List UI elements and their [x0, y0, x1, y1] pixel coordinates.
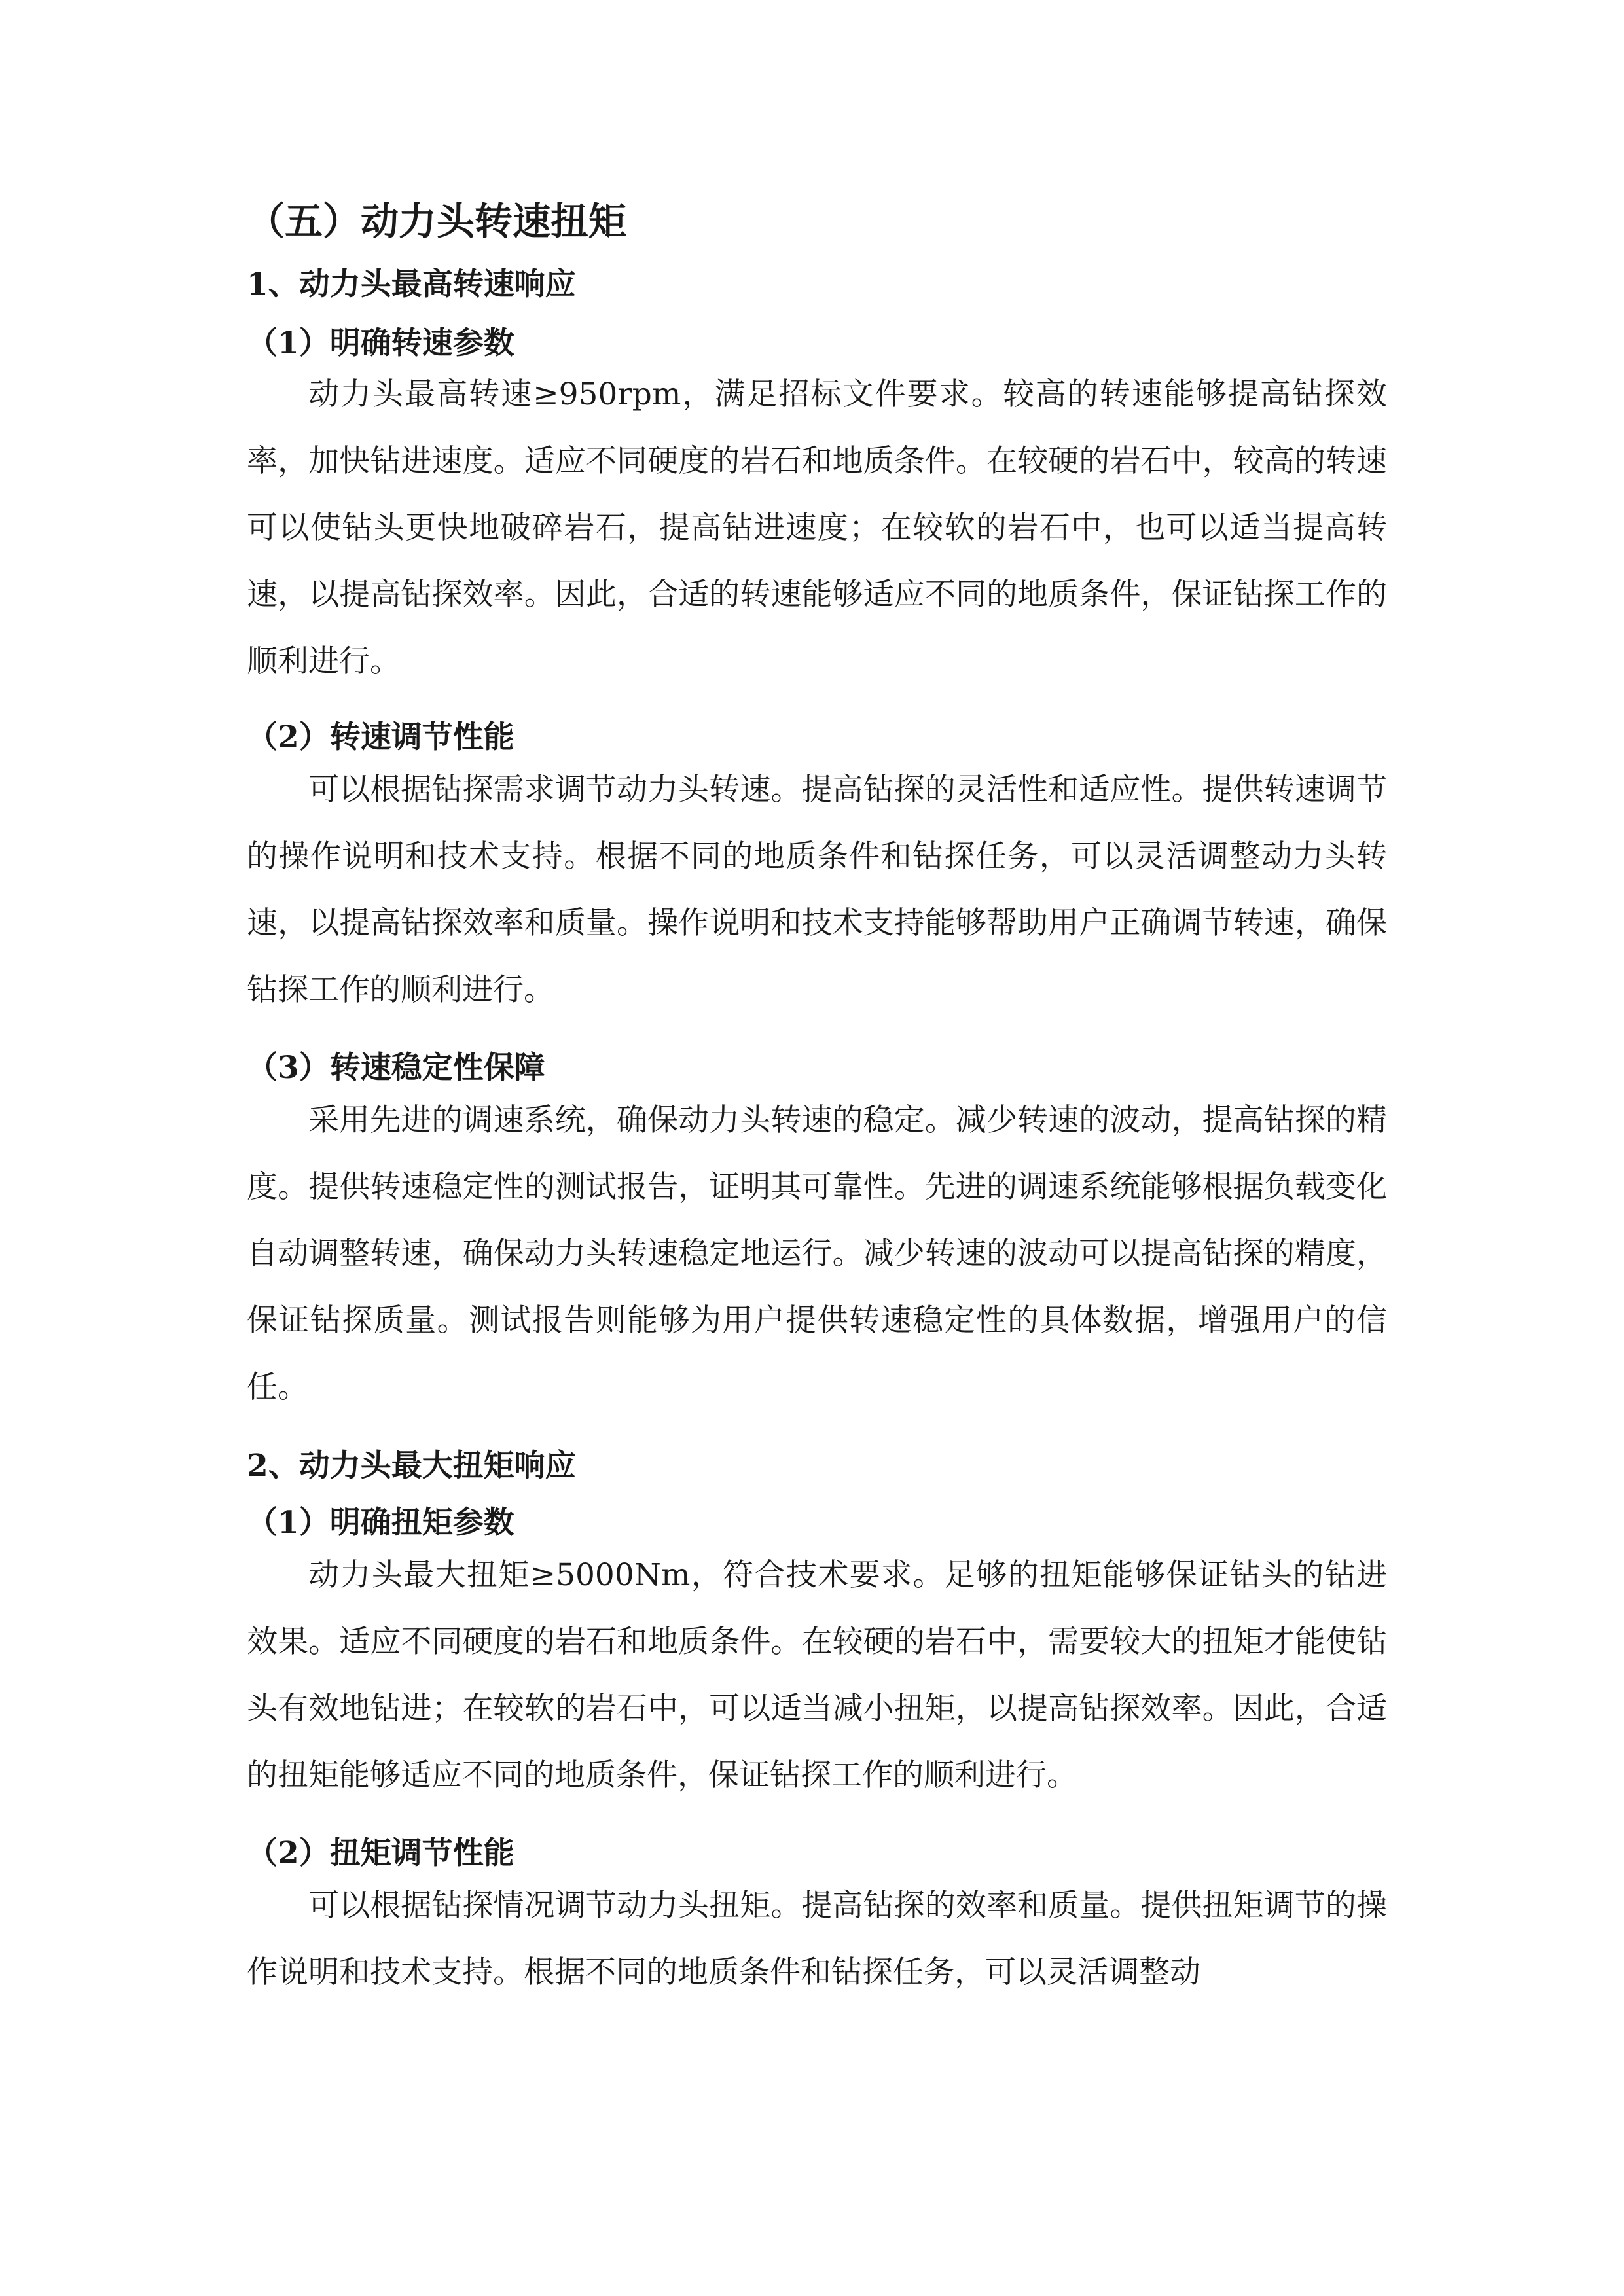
section-1-1-heading: （1）明确转速参数: [247, 325, 514, 361]
section-2-1-body: 动力头最大扭矩≥5000Nm，符合技术要求。足够的扭矩能够保证钻头的钻进效果。适应不同硬度的岩石和地质条件。在较硬的岩石中，需要较大的扭矩才能使钻头有效地钻进；在较软的岩石中，可以适当减小扭矩，以提高钻探效率。因此，合适的扭矩能够适应不同的地质条件，保证钻探工作的顺利进行。: [247, 1557, 1387, 1793]
document-title: （五）动力头转速扭矩: [247, 199, 627, 243]
section-1-1-body: 动力头最高转速≥950rpm，满足招标文件要求。较高的转速能够提高钻探效率，加快钻进速度。适应不同硬度的岩石和地质条件。在较硬的岩石中，较高的转速可以使钻头更快地破碎岩石，提高钻进速度；在较软的岩石中，也可以适当提高转速，以提高钻探效率。因此，合适的转速能够适应不同的地质条件，保证钻探工作的顺利进行。: [247, 376, 1387, 679]
section-2-heading: 2、动力头最大扭矩响应: [247, 1448, 576, 1484]
section-2-1-heading: （1）明确扭矩参数: [247, 1505, 514, 1541]
section-2-2-body: 可以根据钻探情况调节动力头扭矩。提高钻探的效率和质量。提供扭矩调节的操作说明和技术支持。根据不同的地质条件和钻探任务，可以灵活调整动: [247, 1888, 1387, 1990]
section-1-2-body: 可以根据钻探需求调节动力头转速。提高钻探的灵活性和适应性。提供转速调节的操作说明和技术支持。根据不同的地质条件和钻探任务，可以灵活调整动力头转速，以提高钻探效率和质量。操作说明和技术支持能够帮助用户正确调节转速，确保钻探工作的顺利进行。: [247, 772, 1387, 1008]
section-2-2-heading: （2）扭矩调节性能: [247, 1835, 514, 1871]
section-1-3-heading: （3）转速稳定性保障: [247, 1050, 545, 1086]
section-1-heading: 1、动力头最高转速响应: [247, 266, 576, 302]
section-1-3-body: 采用先进的调速系统，确保动力头转速的稳定。减少转速的波动，提高钻探的精度。提供转速稳定性的测试报告，证明其可靠性。先进的调速系统能够根据负载变化自动调整转速，确保动力头转速稳定地运行。减少转速的波动可以提高钻探的精度，保证钻探质量。测试报告则能够为用户提供转速稳定性的具体数据，增强用户的信任。: [247, 1102, 1387, 1405]
section-1-2-heading: （2）转速调节性能: [247, 719, 514, 755]
